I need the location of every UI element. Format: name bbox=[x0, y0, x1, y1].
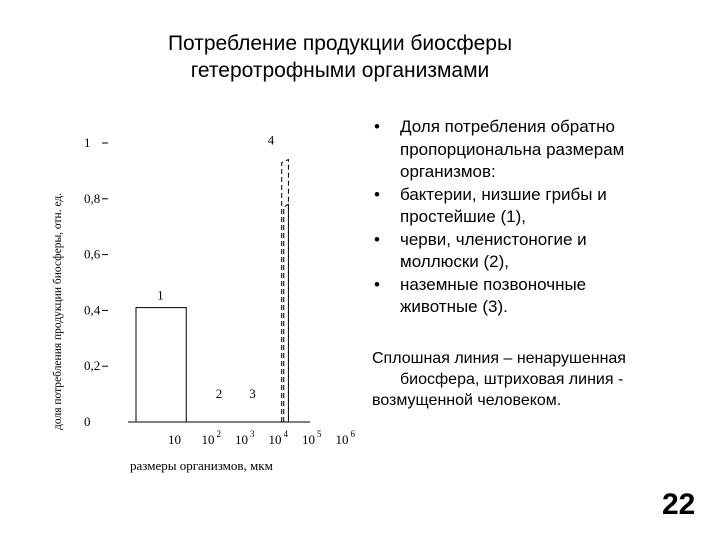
bar-label: 1 bbox=[157, 287, 164, 303]
bar-label: 2 bbox=[215, 386, 223, 401]
bullet-line: организмов: bbox=[400, 162, 496, 181]
legend-note bbox=[372, 348, 707, 411]
slide-title-line2: гетеротрофными организмами bbox=[190, 59, 490, 82]
bullet-list bbox=[372, 116, 707, 319]
x-tick-label: 10 bbox=[201, 432, 215, 447]
x-tick-exponent: 4 bbox=[283, 429, 288, 439]
note-line: биосфера, штриховая линия - bbox=[400, 371, 624, 388]
slide-title bbox=[120, 30, 560, 84]
y-tick-label: 0,6 bbox=[84, 246, 101, 262]
bullet-line: • черви, членистоногие и bbox=[400, 229, 587, 249]
y-tick-label: 0,2 bbox=[84, 358, 101, 374]
x-tick-exponent: 2 bbox=[216, 429, 221, 439]
x-tick-exponent: 6 bbox=[350, 429, 355, 439]
y-axis-label: доля потребления продукции биосферы, отн. ед. bbox=[52, 192, 64, 430]
bar-solid bbox=[136, 308, 186, 422]
bullet-item bbox=[372, 184, 707, 229]
bullet-line: • Доля потребления обратно bbox=[400, 117, 615, 136]
bullet-line: животные (3). bbox=[400, 297, 508, 316]
bullet-line: простейшие (1), bbox=[400, 207, 526, 226]
y-tick-label: 1 bbox=[84, 135, 91, 150]
bar-dashed bbox=[284, 204, 289, 422]
x-tick-label: 10 bbox=[168, 432, 181, 447]
x-axis-label: размеры организмов, мкм bbox=[130, 458, 273, 473]
x-tick-label: 10 bbox=[235, 432, 248, 447]
x-tick-label: 10 bbox=[335, 432, 349, 447]
bullet-line: пропорциональна размерам bbox=[400, 139, 625, 159]
bullet-item bbox=[372, 116, 707, 184]
x-tick-label: 10 bbox=[302, 432, 315, 447]
page-number: 22 bbox=[662, 488, 696, 521]
bar-label: 3 bbox=[249, 386, 256, 401]
bullet-item bbox=[372, 229, 707, 274]
bar-label: 4 bbox=[267, 132, 275, 148]
x-tick-exponent: 5 bbox=[317, 429, 322, 439]
x-tick-exponent: 3 bbox=[250, 429, 255, 439]
y-tick-label: 0 bbox=[84, 414, 91, 429]
slide-title-line1: Потребление продукции биосферы bbox=[167, 32, 513, 55]
bullet-line: • наземные позвоночные bbox=[400, 274, 587, 294]
bar-dashed bbox=[282, 160, 289, 422]
consumption-chart bbox=[40, 100, 355, 485]
y-tick-label: 0,4 bbox=[84, 302, 101, 318]
bullet-item bbox=[372, 274, 707, 319]
bullet-line: • бактерии, низшие грибы и bbox=[400, 184, 607, 204]
note-line: возмущенной человеком. bbox=[372, 392, 562, 409]
x-tick-label: 10 bbox=[268, 432, 282, 447]
bullet-line: моллюски (2), bbox=[400, 252, 510, 271]
y-tick-label: 0,8 bbox=[84, 190, 101, 206]
note-line: Сплошная линия – ненарушенная bbox=[372, 350, 626, 367]
